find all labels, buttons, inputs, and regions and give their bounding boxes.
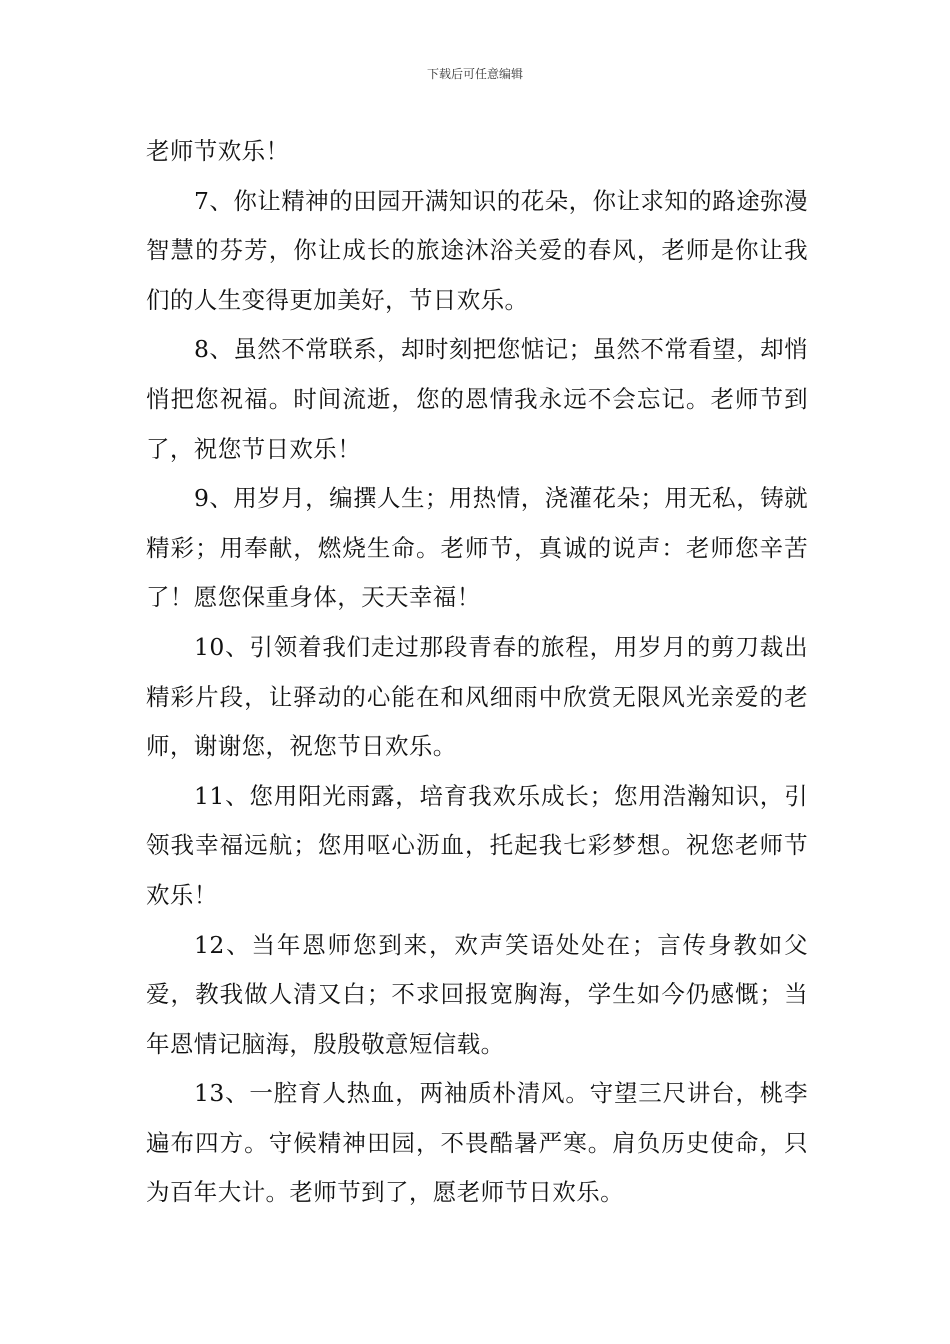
paragraph-8: 8、虽然不常联系，却时刻把您惦记；虽然不常看望，却悄悄把您祝福。时间流逝，您的恩情我永远不会忘记。老师节到了，祝您节日欢乐！ — [146, 335, 808, 463]
paragraph-continuation: 老师节欢乐！ — [146, 137, 290, 165]
paragraph-7: 7、你让精神的田园开满知识的花朵，你让求知的路途弥漫智慧的芬芳，你让成长的旅途沐浴关爱的春风，老师是你让我们的人生变得更加美好，节日欢乐。 — [146, 186, 808, 314]
paragraph-9: 9、用岁月，编撰人生；用热情，浇灌花朵；用无私，铸就精彩；用奉献，燃烧生命。老师节，真诚的说声：老师您辛苦了！愿您保重身体，天天幸福！ — [146, 484, 808, 612]
paragraph-13: 13、一腔育人热血，两袖质朴清风。守望三尺讲台，桃李遍布四方。守候精神田园，不畏酷暑严寒。肩负历史使命，只为百年大计。老师节到了，愿老师节日欢乐。 — [146, 1079, 808, 1207]
document-body — [146, 127, 808, 1218]
paragraph-11: 11、您用阳光雨露，培育我欢乐成长；您用浩瀚知识，引领我幸福远航；您用呕心沥血，托起我七彩梦想。祝您老师节欢乐！ — [146, 781, 808, 909]
page-header-note: 下载后可任意编辑 — [426, 67, 523, 81]
paragraph-12: 12、当年恩师您到来，欢声笑语处处在；言传身教如父爱，教我做人清又白；不求回报宽胸海，学生如今仍感慨；当年恩情记脑海，殷殷敬意短信载。 — [146, 930, 808, 1058]
paragraph-10: 10、引领着我们走过那段青春的旅程，用岁月的剪刀裁出精彩片段，让驿动的心能在和风细雨中欣赏无限风光亲爱的老师，谢谢您，祝您节日欢乐。 — [146, 632, 808, 761]
